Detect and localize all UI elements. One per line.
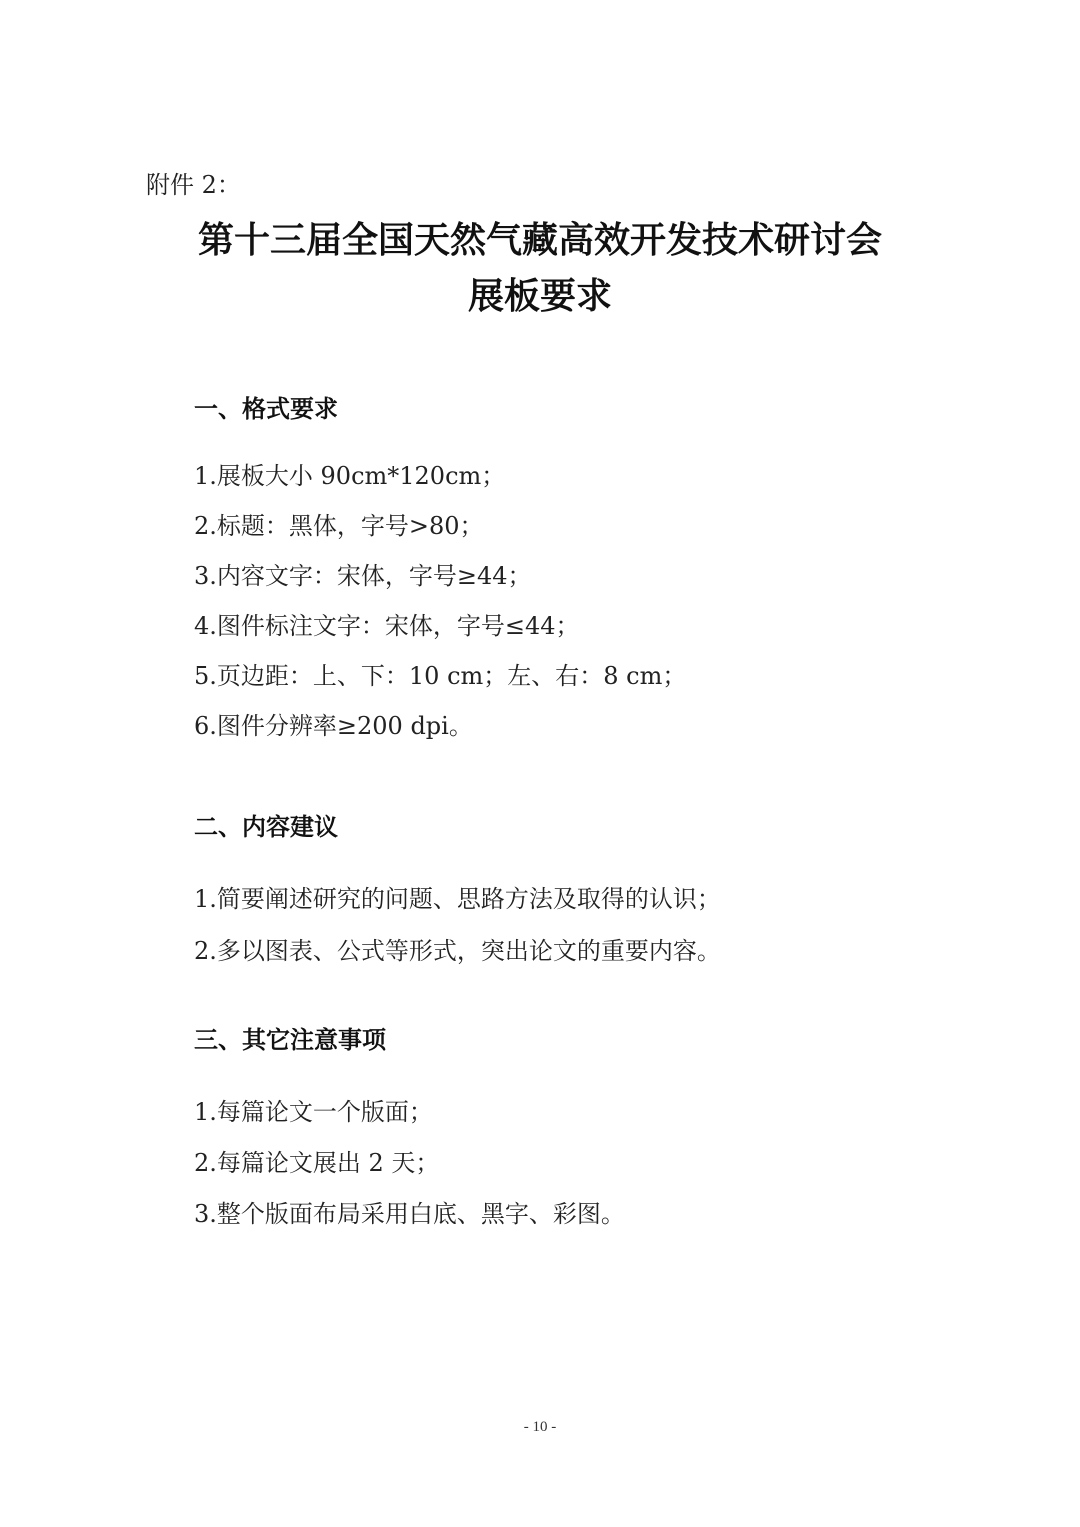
section-heading: 三、其它注意事项 bbox=[194, 1026, 386, 1054]
list-item: 6.图件分辨率≥200 dpi。 bbox=[194, 712, 473, 740]
list-item: 3.整个版面布局采用白底、黑字、彩图。 bbox=[194, 1200, 625, 1228]
section-heading: 二、内容建议 bbox=[194, 813, 338, 841]
document-subtitle: 展板要求 bbox=[467, 275, 612, 317]
list-item: 1.展板大小 90cm*120cm； bbox=[194, 462, 506, 490]
section-heading: 一、格式要求 bbox=[194, 395, 338, 423]
list-item: 1.简要阐述研究的问题、思路方法及取得的认识； bbox=[194, 885, 721, 913]
list-item: 1.每篇论文一个版面； bbox=[194, 1098, 433, 1126]
list-item: 2.多以图表、公式等形式，突出论文的重要内容。 bbox=[194, 937, 721, 965]
requirement-list bbox=[194, 459, 954, 743]
list-item: 2.每篇论文展出 2 天； bbox=[194, 1149, 440, 1177]
list-item: 4.图件标注文字：宋体，字号≤44； bbox=[194, 612, 580, 640]
section-format-requirements bbox=[194, 392, 954, 759]
document-title: 第十三届全国天然气藏高效开发技术研讨会 bbox=[197, 219, 882, 261]
notes-list bbox=[194, 1095, 954, 1231]
list-item: 5.页边距：上、下：10 cm；左、右：8 cm； bbox=[194, 662, 687, 690]
list-item: 3.内容文字：宋体，字号≥44； bbox=[194, 562, 532, 590]
suggestion-list bbox=[194, 882, 954, 968]
attachment-label: 附件 2： bbox=[146, 171, 241, 199]
section-other-notes bbox=[194, 1023, 954, 1248]
page-number: - 10 - bbox=[523, 1419, 557, 1435]
section-content-suggestions bbox=[194, 810, 954, 986]
list-item: 2.标题：黑体，字号>80； bbox=[194, 512, 484, 540]
